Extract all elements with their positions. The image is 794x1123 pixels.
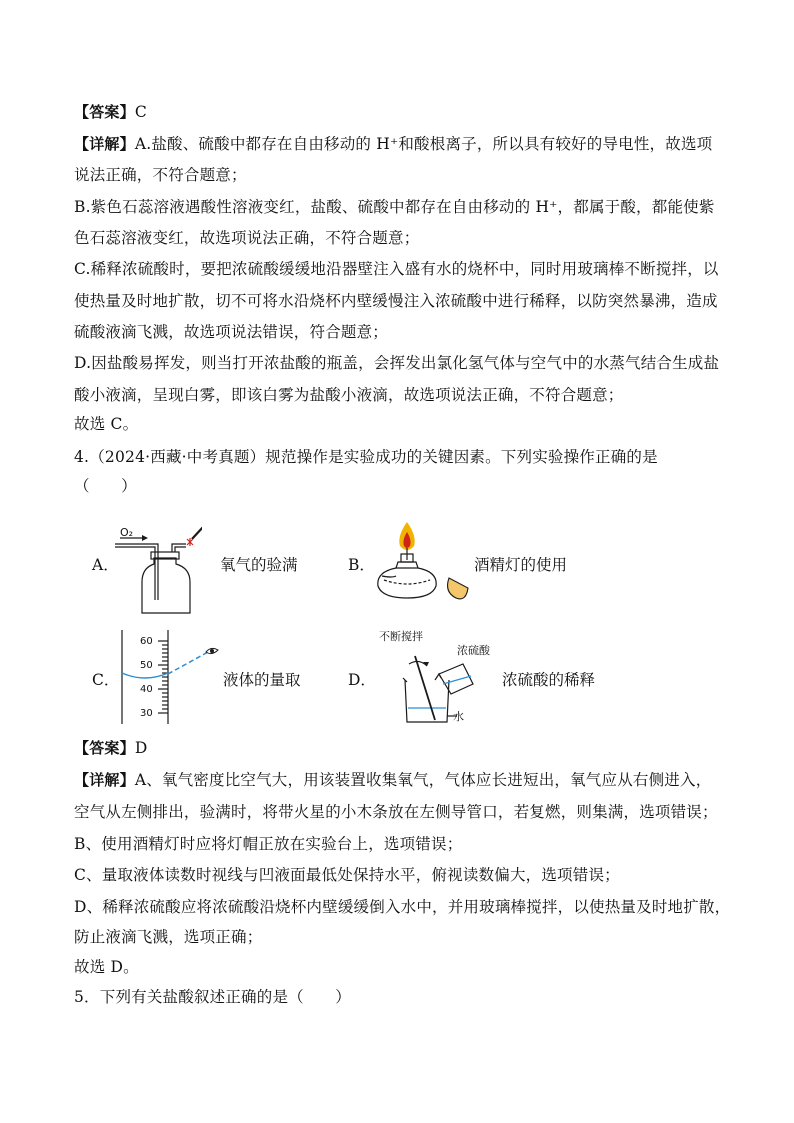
q3-detail-line: 使热量及时地扩散，切不可将水沿烧杯内壁缓慢注入浓硫酸中进行稀释，以防突然暴沸，造成: [74, 292, 718, 310]
dilution-figure: [375, 628, 495, 726]
detail-text: A、氧气密度比空气大，用该装置收集氧气，气体应长进短出，氧气应从右侧进入，: [134, 771, 712, 789]
detail-tag: 【详解】: [74, 771, 135, 789]
q4-stem: 4.（2024·西藏·中考真题）规范操作是实验成功的关键因素。下列实验操作正确的是: [74, 448, 658, 466]
detail-tag: 【详解】: [74, 135, 135, 153]
q3-detail-line: 硫酸液滴飞溅，故选项说法错误，符合题意；: [74, 323, 389, 341]
tick-label: 50: [140, 660, 153, 671]
sight-line: [168, 652, 208, 674]
q4-detail-line: B、使用酒精灯时应将灯帽正放在实验台上，选项错误；: [74, 835, 463, 853]
option-a-letter: A．: [92, 556, 119, 574]
q4-blank: （ ）: [74, 477, 137, 495]
q3-detail-line: 色石蕊溶液变红，故选项说法正确，不符合题意；: [74, 229, 420, 247]
q3-detail-line: B.紫色石蕊溶液遇酸性溶液变红，盐酸、硫酸中都存在自由移动的 H⁺，都属于酸，都能使紫: [74, 198, 715, 216]
q4-detail-line: 空气从左侧排出，验满时，将带火星的小木条放在左侧导管口，若复燃，则集满，选项错误；: [74, 803, 718, 821]
q3-detail-line: [74, 133, 734, 155]
tick-label: 40: [140, 684, 153, 695]
q3-detail-line: D.因盐酸易挥发，则当打开浓盐酸的瓶盖，会挥发出氯化氢气体与空气中的水蒸气结合生成盐: [74, 354, 720, 372]
water-label: 水: [453, 710, 464, 723]
option-b-letter: B．: [348, 556, 375, 574]
option-d-letter: D．: [348, 671, 376, 689]
answer-tag: 【答案】: [74, 739, 135, 757]
tick-label: 30: [140, 708, 153, 719]
q3-answer: [74, 101, 734, 123]
option-c-letter: C．: [92, 671, 120, 689]
q4-detail-line: D、稀释浓硫酸应将浓硫酸沿烧杯内壁缓缓倒入水中，并用玻璃棒搅拌，以使热量及时地扩散，: [74, 898, 731, 916]
q3-detail-line: 故选 C。: [74, 415, 139, 433]
q5-stem: 5．下列有关盐酸叙述正确的是（ ）: [74, 988, 351, 1006]
tick-label: 60: [140, 636, 153, 647]
option-d-caption: 浓硫酸的稀释: [502, 671, 596, 689]
lamp-cap-icon: [448, 578, 468, 599]
answer-value: D: [134, 739, 148, 757]
answer-tag: 【答案】: [74, 103, 135, 121]
q4-detail-line: 故选 D。: [74, 958, 139, 976]
q3-detail-line: 说法正确，不符合题意；: [74, 166, 247, 184]
cylinder-reading-figure: [112, 628, 222, 726]
option-a-caption: 氧气的验满: [220, 556, 298, 574]
q4-detail-line: [74, 769, 734, 791]
option-b-caption: 酒精灯的使用: [474, 556, 568, 574]
acid-label: 浓硫酸: [457, 644, 490, 657]
stir-label: 不断搅拌: [379, 630, 423, 643]
eye-icon: [206, 648, 218, 653]
alcohol-lamp-figure: [372, 518, 472, 608]
q4-detail-line: 防止液滴飞溅，选项正确；: [74, 928, 263, 946]
spark-icon: [187, 538, 193, 546]
q4-answer: [74, 737, 734, 759]
q3-detail-line: C.稀释浓硫酸时，要把浓硫酸缓缓地沿器壁注入盛有水的烧杯中，同时用玻璃棒不断搅拌，以: [74, 260, 719, 278]
detail-text: A.盐酸、硫酸中都存在自由移动的 H⁺和酸根离子，所以具有较好的导电性，故选项: [134, 135, 713, 153]
option-c-caption: 液体的量取: [223, 671, 301, 689]
q4-detail-line: C、量取液体读数时视线与凹液面最低处保持水平，俯视读数偏大，选项错误；: [74, 866, 620, 884]
answer-value: C: [134, 103, 147, 121]
oxygen-collection-figure: [112, 508, 202, 616]
gas-label: O₂: [120, 526, 134, 539]
q3-detail-line: 酸小液滴，呈现白雾，即该白雾为盐酸小液滴，故选项说法正确，不符合题意；: [74, 386, 624, 404]
